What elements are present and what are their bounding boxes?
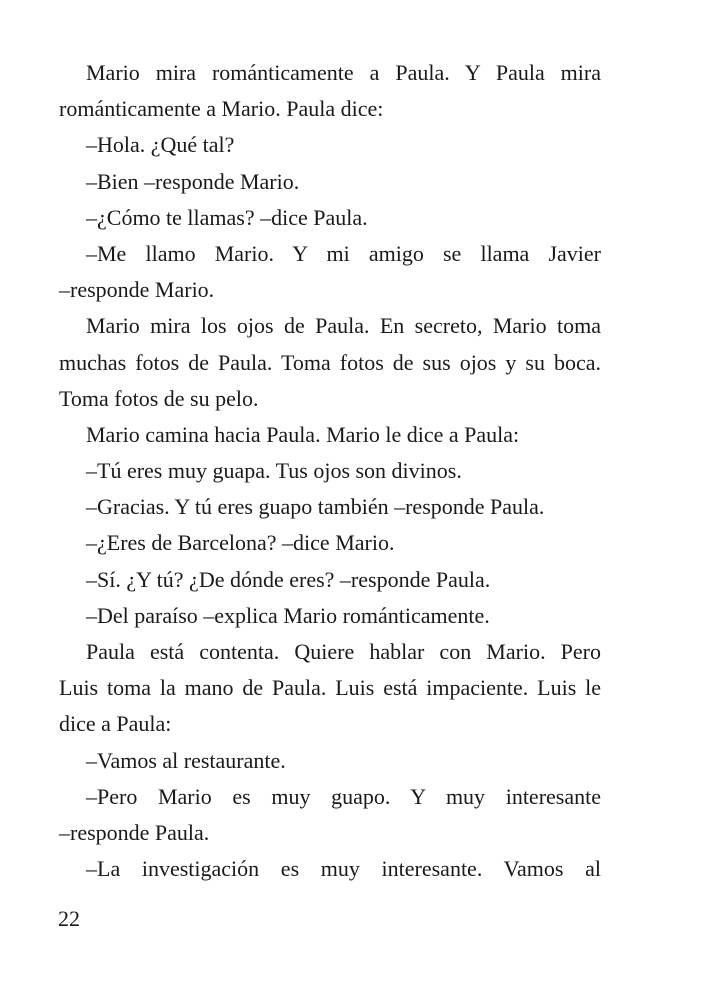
text-line-19: dice a Paula: — [59, 711, 172, 737]
text-line-20: –Vamos al restaurante. — [86, 747, 286, 773]
text-line-7: –responde Mario. — [59, 277, 215, 303]
text-line-23: –La investigación es muy interesante. Vamos al — [86, 856, 601, 882]
text-line-16: –Del paraíso –explica Mario románticamente. — [86, 602, 490, 628]
text-line-2: románticamente a Mario. Paula dice: — [59, 96, 384, 122]
text-line-1: Mario mira románticamente a Paula. Y Paula mira — [86, 60, 601, 85]
text-line-22: –responde Paula. — [59, 819, 210, 845]
text-line-10: Toma fotos de su pelo. — [59, 385, 259, 411]
text-line-17: Paula está contenta. Quiere hablar con Mario. Pero — [86, 639, 601, 664]
text-line-3: –Hola. ¿Qué tal? — [86, 132, 235, 158]
body-text — [59, 55, 601, 887]
text-line-14: –¿Eres de Barcelona? –dice Mario. — [86, 530, 395, 556]
text-line-9: muchas fotos de Paula. Toma fotos de sus ojos y su boca. — [59, 349, 601, 375]
page-number: 22 — [58, 906, 80, 931]
text-line-6: –Me llamo Mario. Y mi amigo se llama Javier — [86, 240, 601, 266]
text-line-4: –Bien –responde Mario. — [86, 168, 300, 194]
text-line-8: Mario mira los ojos de Paula. En secreto, Mario toma — [86, 313, 601, 339]
text-line-5: –¿Cómo te llamas? –dice Paula. — [86, 204, 368, 230]
text-line-15: –Sí. ¿Y tú? ¿De dónde eres? –responde Paula. — [86, 566, 491, 592]
text-line-21: –Pero Mario es muy guapo. Y muy interesante — [86, 783, 601, 809]
text-line-11: Mario camina hacia Paula. Mario le dice a Paula: — [86, 421, 520, 447]
text-line-13: –Gracias. Y tú eres guapo también –responde Paula. — [86, 494, 545, 520]
text-line-12: –Tú eres muy guapa. Tus ojos son divinos. — [86, 458, 462, 484]
text-line-18: Luis toma la mano de Paula. Luis está impaciente. Luis le — [59, 675, 601, 701]
